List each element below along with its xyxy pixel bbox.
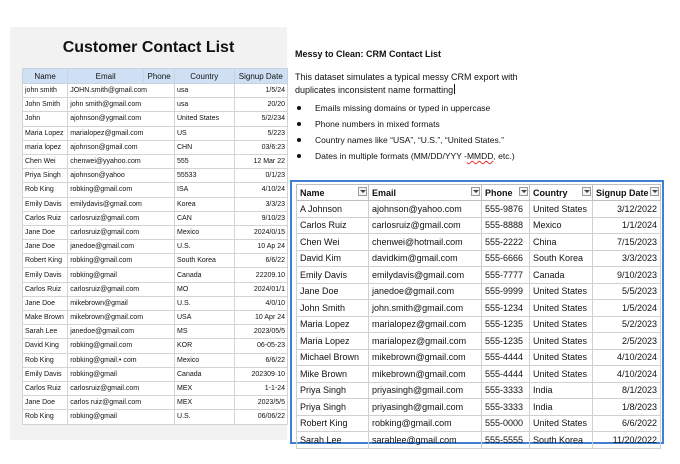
column-header-label: Signup Date [596,187,649,198]
table-cell[interactable]: 9/10/23 [234,211,287,225]
table-cell[interactable]: robking@gmail.com [68,254,175,268]
table-cell[interactable]: robking@gmail.com [68,183,175,197]
table-cell[interactable]: Canada [175,268,235,282]
table-cell[interactable]: john smith [23,84,68,98]
table-cell[interactable]: Jane Doe [23,240,68,254]
table-cell[interactable]: janedoe@gmail.com [68,240,175,254]
table-cell[interactable]: Michael Brown [297,349,369,366]
table-cell[interactable]: India [530,399,593,416]
table-cell[interactable]: chenwei@yyahoo.com [68,154,175,168]
table-row [297,217,661,234]
table-cell[interactable]: Robert King [23,254,68,268]
table-cell[interactable]: Canada [175,367,235,381]
table-row [297,382,661,399]
table-cell[interactable]: 2024/0/15 [234,225,287,239]
table-row [297,333,661,350]
description-text [295,71,525,97]
table-cell[interactable]: 2/5/2023 [593,333,661,350]
table-cell[interactable]: usa [175,84,235,98]
clean-table-frame [290,180,664,444]
table-cell[interactable]: Emily Davis [297,267,369,284]
table-cell[interactable]: 4/10/24 [234,183,287,197]
table-cell[interactable]: Korea [175,197,235,211]
filter-dropdown-icon[interactable] [582,187,591,196]
table-cell[interactable]: U.S. [175,240,235,254]
table-cell[interactable]: 06-05-23 [234,339,287,353]
table-cell[interactable]: 22209.10 [234,268,287,282]
table-cell[interactable]: 4/10/2024 [593,366,661,383]
table-cell[interactable]: Carlos Ruiz [297,217,369,234]
table-cell[interactable]: Chen Wei [23,154,68,168]
table-row [297,283,661,300]
table-cell[interactable]: ajohnson@yahoo [68,169,175,183]
table-cell[interactable]: robking@gmail [68,268,175,282]
table-row [297,250,661,267]
bullet-text: , etc.) [493,151,515,161]
column-header[interactable]: Phone [144,69,175,84]
column-header-email[interactable] [369,185,482,201]
table-cell[interactable]: priyasingh@gmail.com [369,399,482,416]
table-cell[interactable]: carlosruiz@gmail.com [68,381,175,395]
table-cell[interactable]: emilydavis@gmail.com [68,197,175,211]
table-cell[interactable]: United States [530,300,593,317]
table-cell[interactable]: 555-0000 [482,415,530,432]
table-row [23,140,288,154]
table-cell[interactable]: 9/10/2023 [593,267,661,284]
table-cell[interactable]: 03/6:23 [234,140,287,154]
table-cell[interactable]: Rob King [23,410,68,424]
section-heading: Messy to Clean: CRM Contact List [295,49,442,59]
table-row [23,296,288,310]
bullet-icon [297,106,301,110]
table-cell[interactable]: carlosruiz@gmail.com [68,225,175,239]
table-row [23,154,288,168]
table-cell[interactable]: ajohnson@gmail.com [68,140,175,154]
table-cell[interactable]: 1/5/2024 [593,300,661,317]
table-cell[interactable]: Robert King [297,415,369,432]
table-cell[interactable]: China [530,234,593,251]
table-cell[interactable]: 555-1235 [482,333,530,350]
table-cell[interactable]: US [175,126,235,140]
table-cell[interactable]: U.S. [175,296,235,310]
table-cell[interactable]: Rob King [23,353,68,367]
table-cell[interactable]: Jane Doe [297,283,369,300]
table-cell[interactable]: 202309·10 [234,367,287,381]
table-cell[interactable]: 1/5/24 [234,84,287,98]
list-item [295,132,515,148]
bullet-icon [297,138,301,142]
table-cell[interactable]: 3/12/2022 [593,201,661,218]
table-cell[interactable]: marialopez@gmail.com [68,126,175,140]
filter-dropdown-icon[interactable] [358,187,367,196]
table-cell[interactable]: Priya Singh [297,399,369,416]
table-row [23,197,288,211]
table-cell[interactable]: john smith@gmail.com [68,98,175,112]
table-cell[interactable]: Emily Davis [23,268,68,282]
table-cell[interactable]: 555-9876 [482,201,530,218]
filter-dropdown-icon[interactable] [519,187,528,196]
column-header-phone[interactable] [482,185,530,201]
table-cell[interactable]: Chen Wei [297,234,369,251]
table-cell[interactable]: John Smith [297,300,369,317]
table-row [23,339,288,353]
table-cell[interactable]: maria lopez [23,140,68,154]
table-cell[interactable]: U.S. [175,410,235,424]
table-cell[interactable]: Mexico [530,217,593,234]
table-cell[interactable]: 3/3/23 [234,197,287,211]
table-cell[interactable]: David King [23,339,68,353]
table-cell[interactable]: priyasingh@gmail.com [369,382,482,399]
table-row [23,112,288,126]
table-row [23,169,288,183]
column-header-name[interactable] [297,185,369,201]
table-cell[interactable]: 0/1/23 [234,169,287,183]
table-cell[interactable]: 555-4444 [482,349,530,366]
table-cell[interactable]: 555-3333 [482,399,530,416]
table-cell[interactable]: john.smith@gmail.com [369,300,482,317]
bullet-text: Country names like “USA”, “U.S.”, “United States.” [315,135,504,145]
table-cell[interactable]: carlosruiz@gmail.com [68,211,175,225]
table-row [23,268,288,282]
table-cell[interactable]: John Smith [23,98,68,112]
table-cell[interactable]: robking@gmail [68,367,175,381]
table-cell[interactable]: United States [175,112,235,126]
table-cell[interactable]: Carlos Ruiz [23,282,68,296]
table-cell[interactable]: mikebrown@gmail.com [369,366,482,383]
table-cell[interactable]: Canada [530,267,593,284]
table-row [23,325,288,339]
table-row [23,183,288,197]
table-row [23,410,288,424]
table-cell[interactable]: 5/2/2023 [593,316,661,333]
table-cell[interactable]: Sarah Lee [23,325,68,339]
table-cell[interactable]: Maria Lopez [297,316,369,333]
table-cell[interactable]: Carlos Ruiz [23,381,68,395]
table-row [297,415,661,432]
list-item [295,100,515,116]
table-row [297,316,661,333]
table-row [23,367,288,381]
table-cell[interactable]: 6/6/2022 [593,415,661,432]
table-row [23,381,288,395]
table-cell[interactable]: 1/8/2023 [593,399,661,416]
table-cell[interactable]: marialopez@gmail.com [369,316,482,333]
table-cell[interactable]: robking@gmail.com [369,415,482,432]
clean-contact-table [296,184,661,449]
table-cell[interactable]: mikebrown@gmail.com [369,349,482,366]
table-cell[interactable]: United States [530,349,593,366]
table-cell[interactable]: 11/20/2022 [593,432,661,449]
table-row [23,225,288,239]
table-cell[interactable]: chenwei@hotmail.com [369,234,482,251]
table-cell[interactable]: 555-5555 [482,432,530,449]
table-row [297,399,661,416]
table-row [297,201,661,218]
table-cell[interactable]: USA [175,311,235,325]
table-cell[interactable]: ajohnson@ygmail.com [68,112,175,126]
table-cell[interactable]: CAN [175,211,235,225]
table-row [23,353,288,367]
table-cell[interactable]: 555 [175,154,235,168]
table-cell[interactable]: 555-1234 [482,300,530,317]
table-cell[interactable]: robking@gmail.com [68,339,175,353]
table-row [23,396,288,410]
table-row [297,234,661,251]
table-cell[interactable]: 5/223 [234,126,287,140]
table-cell[interactable]: 8/1/2023 [593,382,661,399]
table-cell[interactable]: MO [175,282,235,296]
table-row [23,98,288,112]
table-cell[interactable]: usa [175,98,235,112]
table-row [297,300,661,317]
list-item [295,148,515,164]
table-cell[interactable]: 06/06/22 [234,410,287,424]
table-cell[interactable]: 555-9999 [482,283,530,300]
table-header-row [297,185,661,201]
table-cell[interactable]: Carlos Ruiz [23,211,68,225]
messy-contact-panel [10,27,287,440]
bullet-text: Dates in multiple formats (MM/DD/YYY - [315,151,467,161]
list-item [295,116,515,132]
table-cell[interactable]: 555-4444 [482,366,530,383]
table-cell[interactable]: 5/5/2023 [593,283,661,300]
column-header-label: Email [372,187,397,198]
issue-bullet-list [295,100,515,164]
table-row [23,211,288,225]
table-cell[interactable]: Rob King [23,183,68,197]
table-row [297,432,661,449]
bullet-text: Emails missing domains or typed in uppercase [315,103,491,113]
table-cell[interactable]: David Kim [297,250,369,267]
table-cell[interactable]: robking@gmail [68,410,175,424]
table-header-row [23,69,288,84]
table-cell[interactable]: 55533 [175,169,235,183]
table-cell[interactable]: MEX [175,381,235,395]
table-cell[interactable]: Priya Singh [297,382,369,399]
column-header[interactable]: Name [23,69,68,84]
table-cell[interactable]: CHN [175,140,235,154]
table-cell[interactable]: 555-6666 [482,250,530,267]
filter-dropdown-icon[interactable] [650,187,659,196]
table-cell[interactable]: Maria Lopez [23,126,68,140]
table-cell[interactable]: mikebrown@gmail [68,296,175,310]
table-cell[interactable]: KOR [175,339,235,353]
table-cell[interactable]: 555-3333 [482,382,530,399]
description-body: This dataset simulates a typical messy CRM export with duplicates inconsistent name formatting [295,72,518,95]
table-cell[interactable]: Jane Doe [23,225,68,239]
table-cell[interactable]: MS [175,325,235,339]
column-header-label: Phone [485,187,513,198]
table-cell[interactable]: 2024/01/1 [234,282,287,296]
table-cell[interactable]: United States [530,366,593,383]
table-cell[interactable]: 2023/5/5 [234,396,287,410]
table-cell[interactable]: A Johnson [297,201,369,218]
table-row [23,254,288,268]
column-header-country[interactable] [530,185,593,201]
column-header-signup-date[interactable] [593,185,661,201]
table-cell[interactable]: carlosruiz@gmail.com [369,217,482,234]
table-cell[interactable]: MEX [175,396,235,410]
table-cell[interactable]: 6/6/22 [234,353,287,367]
table-cell[interactable]: South Korea [530,432,593,449]
table-cell[interactable]: 10 Ap 24 [234,240,287,254]
table-cell[interactable]: 12 Mar 22 [234,154,287,168]
table-cell[interactable]: 1/1/2024 [593,217,661,234]
table-cell[interactable]: 555-1235 [482,316,530,333]
table-cell[interactable]: Maria Lopez [297,333,369,350]
column-header[interactable]: Country [175,69,235,84]
table-cell[interactable]: marialopez@gmail.com [369,333,482,350]
table-row [297,267,661,284]
table-row [23,240,288,254]
table-cell[interactable]: John [23,112,68,126]
column-header[interactable]: Signup Date [234,69,287,84]
table-row [297,366,661,383]
column-header[interactable]: Email [68,69,144,84]
table-cell[interactable]: davidkim@gmail.com [369,250,482,267]
table-cell[interactable]: United States [530,316,593,333]
table-cell[interactable]: 7/15/2023 [593,234,661,251]
table-cell[interactable]: Emily Davis [23,197,68,211]
spellcheck-word: MMDD [466,151,494,161]
table-cell[interactable]: United States [530,415,593,432]
table-cell[interactable]: janedoe@gmail.com [369,283,482,300]
table-cell[interactable]: United States [530,283,593,300]
table-cell[interactable]: 10 Apr 24 [234,311,287,325]
messy-contact-table [22,68,288,425]
table-cell[interactable]: 555-8888 [482,217,530,234]
bullet-text: Phone numbers in mixed formats [315,119,440,129]
bullet-icon [297,154,301,158]
table-cell[interactable]: emilydavis@gmail.com [369,267,482,284]
column-header-label: Country [533,187,568,198]
table-cell[interactable]: robking@gmail.• com [68,353,175,367]
table-cell[interactable]: Emily Davis [23,367,68,381]
table-row [23,282,288,296]
table-cell[interactable]: Make Brown [23,311,68,325]
table-row [297,349,661,366]
table-cell[interactable]: 6/6/22 [234,254,287,268]
table-cell[interactable]: Jane Doe [23,296,68,310]
table-cell[interactable]: India [530,382,593,399]
table-cell[interactable]: United States [530,333,593,350]
table-cell[interactable]: ISA [175,183,235,197]
column-header-label: Name [300,187,325,198]
table-cell[interactable]: carlosruiz@gmail.com [68,282,175,296]
table-cell[interactable]: 555-2222 [482,234,530,251]
table-cell[interactable]: 4/0/10 [234,296,287,310]
table-cell[interactable]: Mexico [175,353,235,367]
table-cell[interactable]: South Korea [530,250,593,267]
table-cell[interactable]: Jane Doe [23,396,68,410]
table-cell[interactable]: ajohnson@yahoo.com [369,201,482,218]
table-cell[interactable]: Sarah Lee [297,432,369,449]
table-cell[interactable]: 3/3/2023 [593,250,661,267]
filter-dropdown-icon[interactable] [471,187,480,196]
text-cursor [454,84,455,94]
table-cell[interactable]: 555-7777 [482,267,530,284]
table-row [23,84,288,98]
table-row [23,126,288,140]
table-cell[interactable]: 4/10/2024 [593,349,661,366]
table-cell[interactable]: Mexico [175,225,235,239]
table-cell[interactable]: janedoe@gmail.com [68,325,175,339]
table-cell[interactable]: mikebrown@gmail.com [68,311,175,325]
table-cell[interactable]: sarahlee@gmail.com [369,432,482,449]
table-cell[interactable]: Mike Brown [297,366,369,383]
table-cell[interactable]: 1-1-24 [234,381,287,395]
left-title: Customer Contact List [62,39,235,56]
table-cell[interactable]: 20/20 [234,98,287,112]
bullet-icon [297,122,301,126]
table-cell[interactable]: 2023/05/5 [234,325,287,339]
table-cell[interactable]: carlos ruiz@gmail.com [68,396,175,410]
table-row [23,311,288,325]
table-cell[interactable]: Priya Singh [23,169,68,183]
table-cell[interactable]: United States [530,201,593,218]
table-cell[interactable]: JOHN.smith@gmail.com [68,84,175,98]
table-cell[interactable]: South Korea [175,254,235,268]
table-cell[interactable]: 5/2/234 [234,112,287,126]
